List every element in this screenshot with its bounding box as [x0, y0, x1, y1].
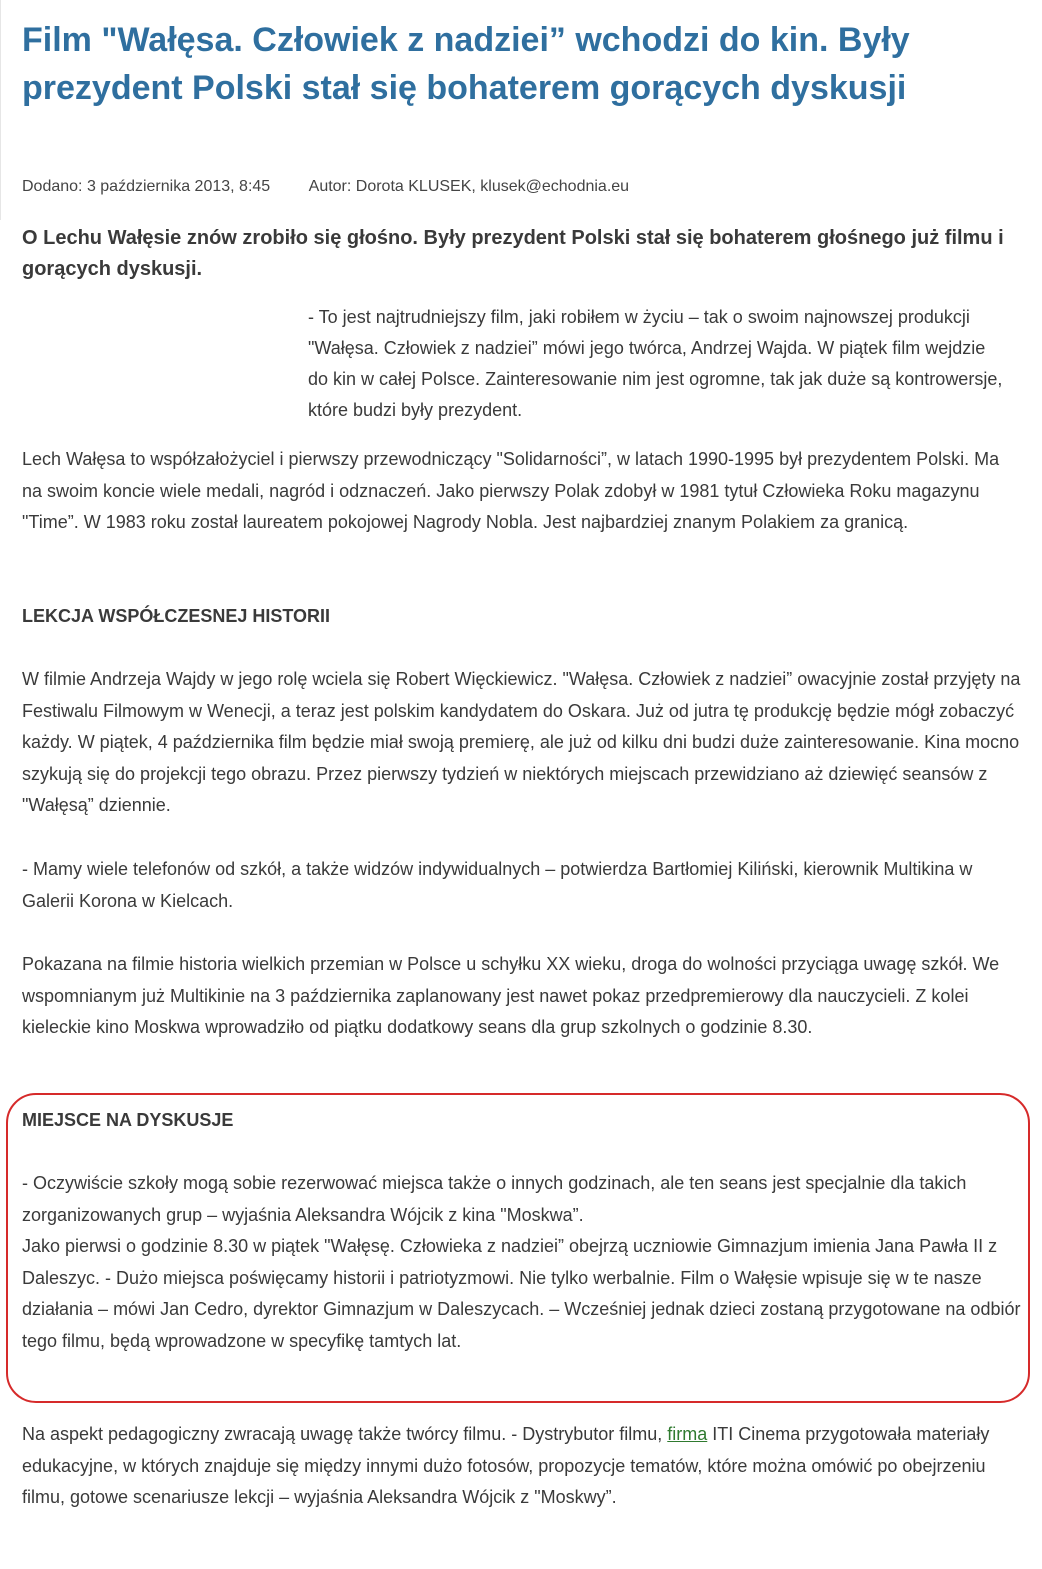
paragraph-school-interest: Pokazana na filmie historia wielkich przemian w Polsce u schyłku XX wieku, droga do wolności przyciąga uwagę szkół. We wspomnianym już Multikinie na 3 października zaplanowany jest nawet pokaz przedpremierowy dla nauczycieli. Z kolei kieleckie kino Moskwa wprowadziło od piątku dodatkowy seans dla grup szkolnych o godzinie 8.30.	[22, 954, 1000, 1037]
section-heading-history-lesson: LEKCJA WSPÓŁCZESNEJ HISTORII	[22, 606, 331, 626]
article-meta	[22, 176, 629, 198]
paragraph-multikino-quote: - Mamy wiele telefonów od szkół, a także widzów indywidualnych – potwierdza Bartłomiej Kiliński, kierownik Multikina w Galerii Korona w Kielcach.	[22, 859, 973, 911]
paragraph-pedagogical-text-end: ITI Cinema przygotowała materiały edukacyjne, w których znajduje się między innymi dużo fotosów, propozycje tematów, które można omówić po obejrzeniu filmu, gotowe scenariusze lekcji – wyjaśnia Aleksandra Wójcik z "Moskwy”.	[22, 1424, 990, 1507]
pull-quote: - To jest najtrudniejszy film, jaki robiłem w życiu – tak o swoim najnowszej produkcji "Wałęsa. Człowiek z nadziei” mówi jego twórca, Andrzej Wajda. W piątek film wejdzie do kin w całej Polsce. Zainteresowanie nim jest ogromne, tak jak duże są kontrowersje, które budzi były prezydent.	[308, 307, 1003, 420]
section-heading-discussion: MIEJSCE NA DYSKUSJE	[22, 1110, 234, 1130]
article-lead: O Lechu Wałęsie znów zrobiło się głośno. Były prezydent Polski stał się bohaterem głośnego już filmu i gorących dyskusji.	[22, 227, 1004, 280]
firma-link[interactable]: firma	[667, 1424, 708, 1444]
paragraph-discussion-reservations: - Oczywiście szkoły mogą sobie rezerwować miejsca także o innych godzinach, ale ten seans jest specjalnie dla takich zorganizowanych grup – wyjaśnia Aleksandra Wójcik z kina "Moskwa”.	[22, 1173, 967, 1225]
date-added: Dodano: 3 października 2013, 8:45	[22, 178, 271, 195]
paragraph-film-premiere: W filmie Andrzeja Wajdy w jego rolę wciela się Robert Więckiewicz. "Wałęsa. Człowiek z nadziei” owacyjnie został przyjęty na Festiwalu Filmowym w Wenecji, a teraz jest polskim kandydatem do Oskara. Już od jutra tę produkcję będzie mógł zobaczyć każdy. W piątek, 4 października film będzie miał swoją premierę, ale już od kilku dni budzi duże zainteresowanie. Kina mocno szykują się do projekcji tego obrazu. Przez pierwszy tydzień w niektórych miejscach przewidziano aż dziewięć seansów z "Wałęsą” dziennie.	[22, 669, 1021, 815]
paragraph-biography: Lech Wałęsa to współzałożyciel i pierwszy przewodniczący "Solidarności”, w latach 1990-1995 był prezydentem Polski. Ma na swoim koncie wiele medali, nagród i odznaczeń. Jako pierwszy Polak zdobył w 1981 tytuł Człowieka Roku magazynu "Time”. W 1983 roku został laureatem pokojowej Nagrody Nobla. Jest najbardziej znanym Polakiem za granicą.	[22, 449, 1000, 532]
article-title: Film "Wałęsa. Człowiek z nadziei” wchodzi do kin. Były prezydent Polski stał się bohaterem gorących dyskusji	[22, 21, 910, 107]
paragraph-pedagogical	[22, 1419, 1024, 1514]
left-edge-divider	[0, 0, 1, 220]
paragraph-discussion	[22, 1168, 1024, 1357]
paragraph-pedagogical-text-start: Na aspekt pedagogiczny zwracają uwagę także twórcy filmu. - Dystrybutor filmu,	[22, 1424, 668, 1444]
author-info: Autor: Dorota KLUSEK, klusek@echodnia.eu	[308, 178, 630, 195]
paragraph-discussion-gimnazjum: Jako pierwsi o godzinie 8.30 w piątek "Wałęsę. Człowieka z nadziei” obejrzą uczniowie Gimnazjum imienia Jana Pawła II z Daleszyc. - Dużo miejsca poświęcamy historii i patriotyzmowi. Nie tylko werbalnie. Film o Wałęsie wpisuje się w te nasze działania – mówi Jan Cedro, dyrektor Gimnazjum w Daleszycach. – Wcześniej jednak dzieci zostaną przygotowane na odbiór tego filmu, będą wprowadzone w specyfikę tamtych lat.	[22, 1236, 1021, 1351]
